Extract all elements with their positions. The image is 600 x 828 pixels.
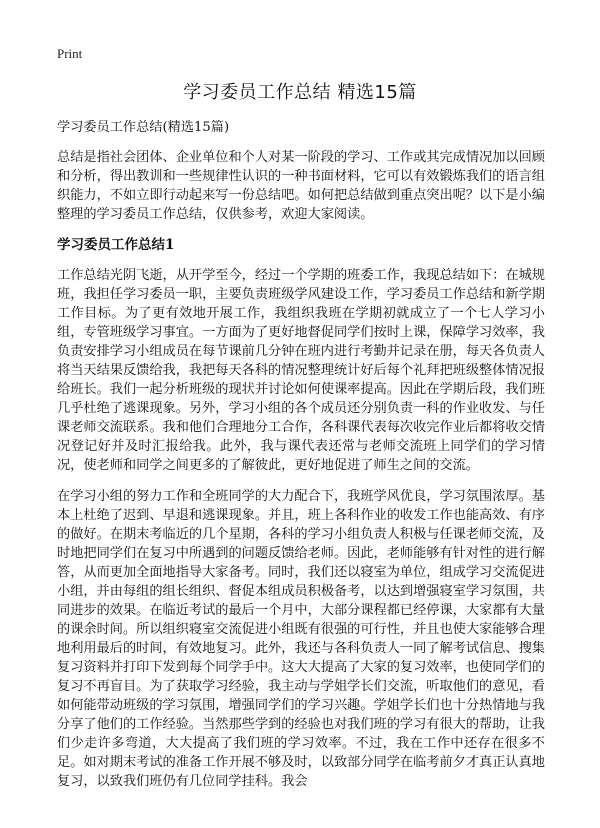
- body-paragraph-2: 在学习小组的努力工作和全班同学的大力配合下，我班学风优良，学习氛围浓厚。基本上杜绝了迟到、早退和逃课现象。并且，班上各科作业的收发工作也能高效、有序的做好。在期末考临近的几个星期，各科的学习小组负责人积极与任课老师交流，及时地把同学们在复习中所遇到的问题反馈给老师。因此，老师能够有针对性的进行解答，从而更加全面地指导大家备考。同时，我们还以寝室为单位，组成学习交流促进小组，并由每组的组长组织、督促本组成员积极备考，以达到增强寝室学习氛围，共同进步的效果。在临近考试的最后一个月中，大部分课程都已经停课，大家都有大量的课余时间。所以组织寝室交流促进小组既有很强的可行性，并且也使大家能够合理地利用最后的时间，有效地复习。此外，我还与各科负责人一同了解考试信息、搜集复习资料并打印下发到每个同学手中。这大大提高了大家的复习效率，也使同学们的复习不再盲目。为了获取学习经验，我主动与学姐学长们交流，听取他们的意见，看如何能带动班级的学习氛围，增强同学们的学习兴趣。学姐学长们也十分热情地与我分享了他们的工作经验。当然那些学到的经验也对我们班的学习有很大的帮助，让我们少走许多弯道，大大提高了我们班的学习效率。不过，我在工作中还存在很多不足。如对期末考试的准备工作开展不够及时，以致部分同学在临考前夕才真正认真地复习，以致我们班仍有几位同学挂科。我会: [57, 489, 545, 789]
- document-title: 学习委员工作总结 精选15篇: [183, 82, 417, 103]
- document-subtitle: 学习委员工作总结(精选15篇): [57, 120, 230, 135]
- print-link[interactable]: Print: [57, 46, 83, 61]
- intro-paragraph: 总结是指社会团体、企业单位和个人对某一阶段的学习、工作或其完成情况加以回顾和分析，得出教训和一些规律性认识的一种书面材料，它可以有效锻炼我们的语言组织能力，不如立即行动起来写一份总结吧。如何把总结做到重点突出呢？以下是小编整理的学习委员工作总结，仅供参考，欢迎大家阅读。: [57, 150, 545, 222]
- document-body: [57, 118, 545, 803]
- section-heading: 学习委员工作总结1: [57, 237, 175, 253]
- body-paragraph-1: 工作总结光阴飞逝，从开学至今，经过一个学期的班委工作，我现总结如下：在城规班，我担任学习委员一职，主要负责班级学风建设工作，学习委员工作总结和新学期工作目标。为了更有效地开展工作，我组织我班在学期初就成立了一个七人学习小组，专管班级学习事宜。一方面为了更好地督促同学们按时上课，保障学习效率，我负责安排学习小组成员在每节课前几分钟在班内进行考勤并记录在册，每天各负责人将当天结果反馈给我，我把每天各科的情况整理统计好后每个礼拜把班级整体情况报给班长。我们一起分析班级的现状并讨论如何使课率提高。因此在学期后段，我们班几乎杜绝了逃课现象。另外，学习小组的各个成员还分别负责一科的作业收发、与任课老师交流联系。我和他们合理地分工合作，各科课代表每次收完作业后都将收交情况登记好并及时汇报给我。此外，我与课代表还常与老师交流班上同学们的学习情况，使老师和同学之间更多的了解彼此，更好地促进了师生之间的交流。: [57, 268, 545, 473]
